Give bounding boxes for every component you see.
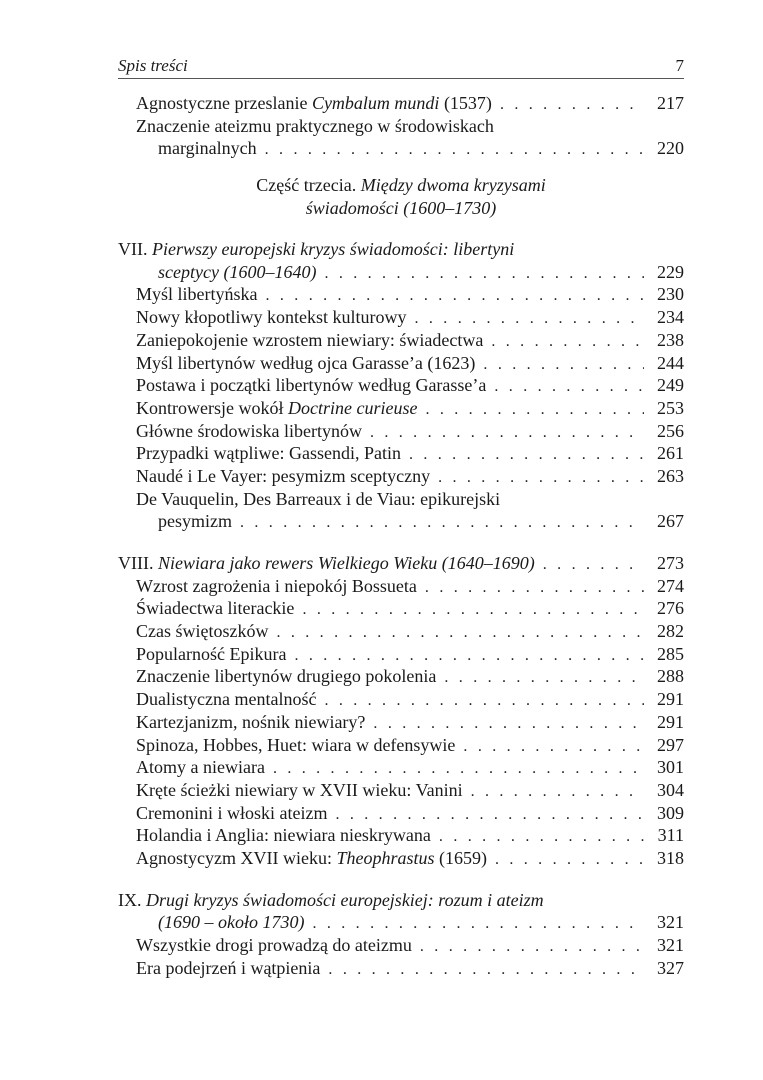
toc-entry[interactable] <box>118 734 684 757</box>
leader-dots <box>302 599 644 622</box>
entry-page: 282 <box>657 621 684 642</box>
entry-page: 249 <box>657 375 684 396</box>
entry-page: 321 <box>657 912 684 933</box>
entry-page: 273 <box>657 553 684 573</box>
toc-entry[interactable] <box>118 397 684 420</box>
toc-entry[interactable] <box>118 352 684 375</box>
entry-page: 230 <box>657 284 684 305</box>
leader-dots <box>425 399 644 422</box>
entry-title: Główne środowiska libertynów <box>136 420 362 441</box>
leader-dots <box>276 622 644 645</box>
entry-title: Myśl libertynów według ojca Garasse’a (1623) <box>136 352 476 373</box>
entry-title: Spinoza, Hobbes, Huet: wiara w defensywie <box>136 734 456 755</box>
entry-page: 288 <box>657 666 684 687</box>
leader-dots <box>491 331 644 354</box>
entry-page: 267 <box>657 511 684 532</box>
toc-entry[interactable] <box>118 442 684 465</box>
header-title: Spis treści <box>118 56 188 75</box>
leader-dots <box>438 467 644 490</box>
leader-dots <box>420 936 644 959</box>
toc-entry[interactable] <box>118 283 684 306</box>
running-header <box>118 56 684 79</box>
entry-title: Znaczenie ateizmu praktycznego w środowiskach <box>136 115 494 136</box>
leader-dots <box>444 667 644 690</box>
entry-page: 244 <box>657 352 684 373</box>
entry-page: 220 <box>657 138 684 159</box>
entry-title: Czas świętoszków <box>136 621 269 642</box>
leader-dots <box>495 849 644 872</box>
entry-page: 327 <box>657 957 684 978</box>
toc-entry[interactable] <box>118 847 684 870</box>
leader-dots <box>439 826 644 849</box>
toc-entry[interactable] <box>118 620 684 643</box>
entry-title: Wzrost zagrożenia i niepokój Bossueta <box>136 575 417 596</box>
entry-title: VIII. Niewiara jako rewers Wielkiego Wieku (1640–1690) <box>118 553 535 573</box>
entry-title: VII. Pierwszy europejski kryzys świadomości: libertyni <box>118 239 515 260</box>
entry-page: 297 <box>657 734 684 755</box>
toc-entry[interactable] <box>118 92 684 115</box>
toc-entry[interactable] <box>118 115 684 138</box>
chapter-heading[interactable] <box>118 552 684 575</box>
entry-title: Atomy a niewiara <box>136 757 265 778</box>
entry-page: 311 <box>657 825 684 846</box>
leader-dots <box>543 554 644 577</box>
entry-page: 261 <box>657 443 684 464</box>
leader-dots <box>409 444 644 467</box>
leader-dots <box>273 758 644 781</box>
leader-dots <box>324 690 644 713</box>
entry-page: 234 <box>657 307 684 328</box>
leader-dots <box>324 263 644 286</box>
leader-dots <box>240 512 644 535</box>
leader-dots <box>471 781 644 804</box>
entry-title: sceptycy (1600–1640) <box>158 261 317 282</box>
entry-title: Popularność Epikura <box>136 643 287 664</box>
leader-dots <box>373 713 644 736</box>
chapter-heading[interactable] <box>118 238 684 261</box>
entry-title: Wszystkie drogi prowadzą do ateizmu <box>136 935 412 955</box>
toc-entry[interactable] <box>118 488 684 511</box>
entry-title: Świadectwa literackie <box>136 598 295 619</box>
leader-dots <box>415 308 645 331</box>
toc-entry[interactable] <box>118 711 684 734</box>
toc-entry[interactable] <box>118 420 684 443</box>
entry-page: 263 <box>657 465 684 486</box>
toc-entry[interactable] <box>118 779 684 802</box>
entry-title: Myśl libertyńska <box>136 284 258 305</box>
entry-title: Zaniepokojenie wzrostem niewiary: świadectwa <box>136 329 484 350</box>
entry-title: Agnostyczne przeslanie Cymbalum mundi (1537) <box>136 93 492 113</box>
entry-page: 301 <box>657 757 684 778</box>
entry-title: Naudé i Le Vayer: pesymizm sceptyczny <box>136 465 431 486</box>
entry-title: Kontrowersje wokół Doctrine curieuse <box>136 397 418 418</box>
toc-entry[interactable] <box>118 665 684 688</box>
entry-page: 291 <box>657 689 684 710</box>
entry-page: 304 <box>657 779 684 800</box>
toc-entry[interactable] <box>118 597 684 620</box>
entry-page: 238 <box>657 329 684 350</box>
entry-title: Kartezjanizm, nośnik niewiary? <box>136 711 366 732</box>
toc-entry[interactable] <box>118 824 684 847</box>
entry-title: marginalnych <box>158 138 257 159</box>
leader-dots <box>294 645 644 668</box>
entry-page: 309 <box>657 802 684 823</box>
entry-page: 318 <box>657 847 684 868</box>
toc-entry-continuation[interactable] <box>118 137 684 160</box>
toc-entry[interactable] <box>118 934 684 957</box>
entry-title: Cremonini i włoski ateizm <box>136 802 328 823</box>
chapter-heading-continuation[interactable] <box>118 911 684 934</box>
toc-entry[interactable] <box>118 374 684 397</box>
chapter-heading-continuation[interactable] <box>118 261 684 284</box>
entry-page: 229 <box>657 261 684 282</box>
entry-page: 217 <box>657 93 684 113</box>
entry-title: De Vauquelin, Des Barreaux i de Viau: epikurejski <box>136 488 501 509</box>
entry-title: Nowy kłopotliwy kontekst kulturowy <box>136 307 407 328</box>
toc-entry[interactable] <box>118 329 684 352</box>
entry-page: 253 <box>657 397 684 418</box>
leader-dots <box>425 577 644 600</box>
entry-title: IX. Drugi kryzys świadomości europejskiej: rozum i ateizm <box>118 889 544 910</box>
entry-page: 291 <box>657 711 684 732</box>
table-of-contents <box>118 92 684 979</box>
toc-entry[interactable] <box>118 643 684 666</box>
leader-dots <box>463 736 644 759</box>
toc-entry[interactable] <box>118 802 684 825</box>
toc-entry[interactable] <box>118 465 684 488</box>
entry-title: Znaczenie libertynów drugiego pokolenia <box>136 666 437 687</box>
toc-entry-continuation[interactable] <box>118 510 684 533</box>
chapter-heading[interactable] <box>118 889 684 912</box>
leader-dots <box>266 285 645 308</box>
toc-entry[interactable] <box>118 756 684 779</box>
header-page-number: 7 <box>675 56 684 75</box>
toc-entry[interactable] <box>118 575 684 598</box>
leader-dots <box>328 959 644 982</box>
entry-title: Przypadki wątpliwe: Gassendi, Patin <box>136 443 401 464</box>
part-heading: Część trzecia. Między dwoma kryzysami świadomości (1600–1730) <box>256 175 546 219</box>
leader-dots <box>483 354 644 377</box>
entry-title: Postawa i początki libertynów według Garasse’a <box>136 375 487 396</box>
entry-title: Kręte ścieżki niewiary w XVII wieku: Vanini <box>136 779 463 800</box>
toc-entry[interactable] <box>118 306 684 329</box>
entry-title: Agnostycyzm XVII wieku: Theophrastus (1659) <box>136 847 487 868</box>
entry-title: pesymizm <box>158 511 232 532</box>
leader-dots <box>312 913 644 936</box>
toc-entry[interactable] <box>118 957 684 980</box>
entry-page: 276 <box>657 598 684 619</box>
entry-page: 321 <box>657 935 684 955</box>
leader-dots <box>494 376 644 399</box>
leader-dots <box>500 94 644 117</box>
entry-title: Holandia i Anglia: niewiara nieskrywana <box>136 825 431 846</box>
leader-dots <box>335 804 644 827</box>
entry-title: Dualistyczna mentalność <box>136 689 317 710</box>
entry-page: 256 <box>657 420 684 441</box>
leader-dots <box>265 139 644 162</box>
entry-title: (1690 – około 1730) <box>158 912 305 933</box>
toc-entry[interactable] <box>118 688 684 711</box>
entry-page: 285 <box>657 643 684 664</box>
entry-page: 274 <box>657 575 684 596</box>
entry-title: Era podejrzeń i wątpienia <box>136 957 321 978</box>
leader-dots <box>370 422 644 445</box>
